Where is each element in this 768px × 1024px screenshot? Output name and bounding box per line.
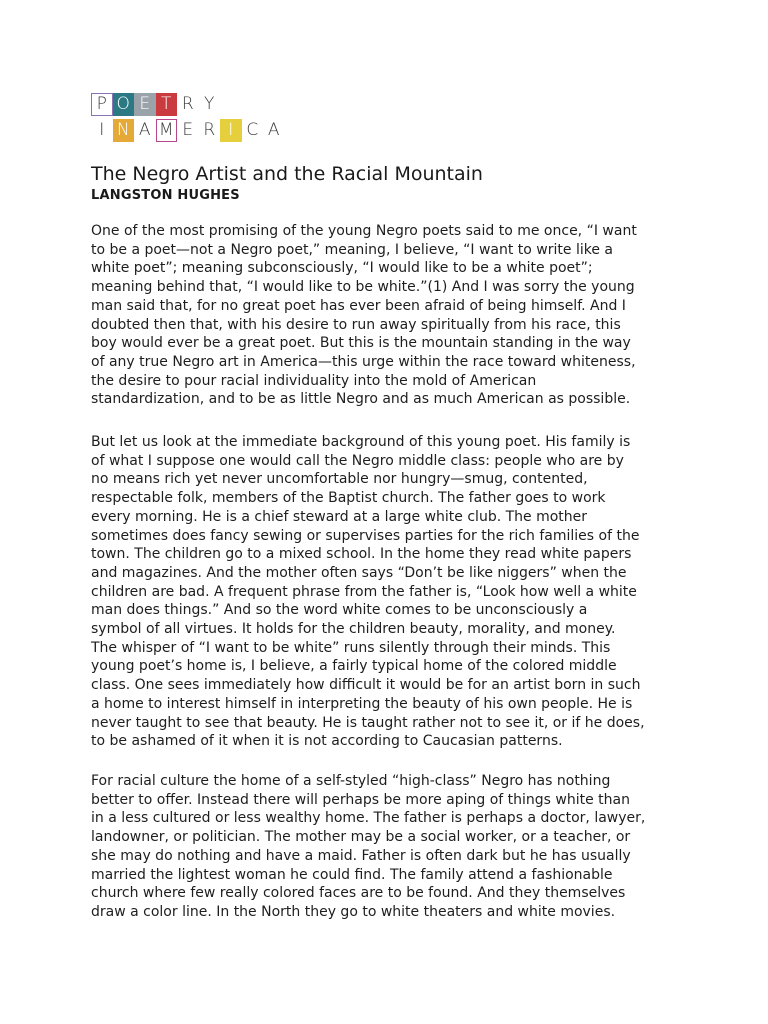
paragraph-line: young poet’s home is, I believe, a fairly typical home of the colored middle (91, 658, 617, 675)
paragraph-line: draw a color line. In the North they go to white theaters and white movies. (91, 903, 616, 920)
paragraph-line: symbol of all virtues. It holds for the children beauty, morality, and money. (91, 621, 616, 638)
paragraph-line: town. The children go to a mixed school. In the home they read white papers (91, 546, 632, 563)
paragraph-line: standardization, and to be as little Negro and as much American as possible. (91, 391, 631, 408)
paragraph-line: landowner, or politician. The mother may be a social worker, or a teacher, or (91, 829, 631, 846)
logo-letter: A (267, 120, 280, 140)
paragraph-line: doubted then that, with his desire to run away spiritually from his race, this (91, 316, 621, 333)
logo-letter: T (156, 93, 178, 116)
logo-letter: R (181, 94, 194, 114)
paragraph-line: to be ashamed of it when it is not according to Caucasian patterns. (91, 733, 563, 750)
paragraph-line: The whisper of “I want to be white” runs silently through their minds. This (91, 639, 611, 656)
logo-letter: Y (204, 94, 215, 114)
logo-letter: P (91, 93, 113, 116)
paragraph-line: But let us look at the immediate background of this young poet. His family is (91, 434, 631, 450)
logo-letter: O (113, 93, 135, 116)
paragraph-line: never taught to see that beauty. He is taught rather not to see it, or if he does, (91, 714, 645, 731)
paragraph-line: church where few really colored faces are to be found. And they themselves (91, 885, 626, 902)
paragraph-line: For racial culture the home of a self-styled “high-class” Negro has nothing (91, 773, 611, 789)
logo-letter: E (134, 93, 156, 116)
logo-row-poetry (91, 93, 285, 116)
logo-letter: C (246, 120, 259, 140)
paragraph-line: respectable folk, members of the Baptist church. The father goes to work (91, 490, 606, 507)
logo-letter: M (156, 119, 178, 142)
paragraph-line: to be a poet—not a Negro poet,” meaning, I believe, “I want to write like a (91, 241, 613, 258)
paragraph-line: of what I suppose one would call the Negro middle class: people who are by (91, 452, 624, 469)
paragraph-line: One of the most promising of the young Negro poets said to me once, “I want (91, 223, 637, 239)
paragraph-line: in a less cultured or less wealthy home. The father is perhaps a doctor, lawyer, (91, 810, 646, 827)
logo-letter: N (113, 119, 135, 142)
paragraph-line: boy would ever be a great poet. But this is the mountain standing in the way (91, 335, 631, 352)
paragraph-line: meaning behind that, “I would like to be white.”(1) And I was sorry the young (91, 279, 635, 296)
paragraph (91, 222, 691, 409)
logo-letter: A (138, 120, 151, 140)
paragraph-line: class. One sees immediately how difficult it would be for an artist born in such (91, 677, 641, 694)
paragraph-line: the desire to pour racial individuality into the mold of American (91, 372, 537, 389)
paragraph-line: no means rich yet never uncomfortable nor hungry—smug, contented, (91, 471, 588, 488)
paragraph-line: married the lightest woman he could find. The family attend a fashionable (91, 866, 613, 883)
paragraph-line: of any true Negro art in America—this urge within the race toward whiteness, (91, 353, 636, 370)
logo-row-in-america (91, 119, 285, 142)
paragraph-line: better to offer. Instead there will perhaps be more aping of things white than (91, 791, 630, 808)
logo-letter: I (99, 120, 105, 140)
paragraph (91, 772, 691, 922)
paragraph-line: she may do nothing and have a maid. Father is often dark but he has usually (91, 847, 631, 864)
poetry-in-america-logo (91, 93, 285, 145)
paragraph-line: man said that, for no great poet has ever been afraid of being himself. And I (91, 297, 626, 314)
paragraph (91, 433, 691, 751)
logo-letter: I (220, 119, 242, 142)
paragraph-line: every morning. He is a chief steward at a large white club. The mother (91, 508, 588, 525)
paragraph-line: and magazines. And the mother often says “Don’t be like niggers” when the (91, 564, 627, 581)
document-title: The Negro Artist and the Racial Mountain (91, 163, 483, 185)
paragraph-line: children are bad. A frequent phrase from the father is, “Look how well a white (91, 583, 637, 600)
document-author: LANGSTON HUGHES (91, 188, 240, 203)
paragraph-line: sometimes does fancy sewing or supervises parties for the rich families of the (91, 527, 640, 544)
paragraph-line: white poet”; meaning subconsciously, “I would like to be a white poet”; (91, 260, 593, 277)
logo-letter: R (203, 120, 216, 140)
logo-letter: E (182, 120, 194, 140)
paragraph-line: man does things.” And so the word white comes to be unconsciously a (91, 602, 588, 619)
paragraph-line: a home to interest himself in interpreting the beauty of his own people. He is (91, 695, 633, 712)
